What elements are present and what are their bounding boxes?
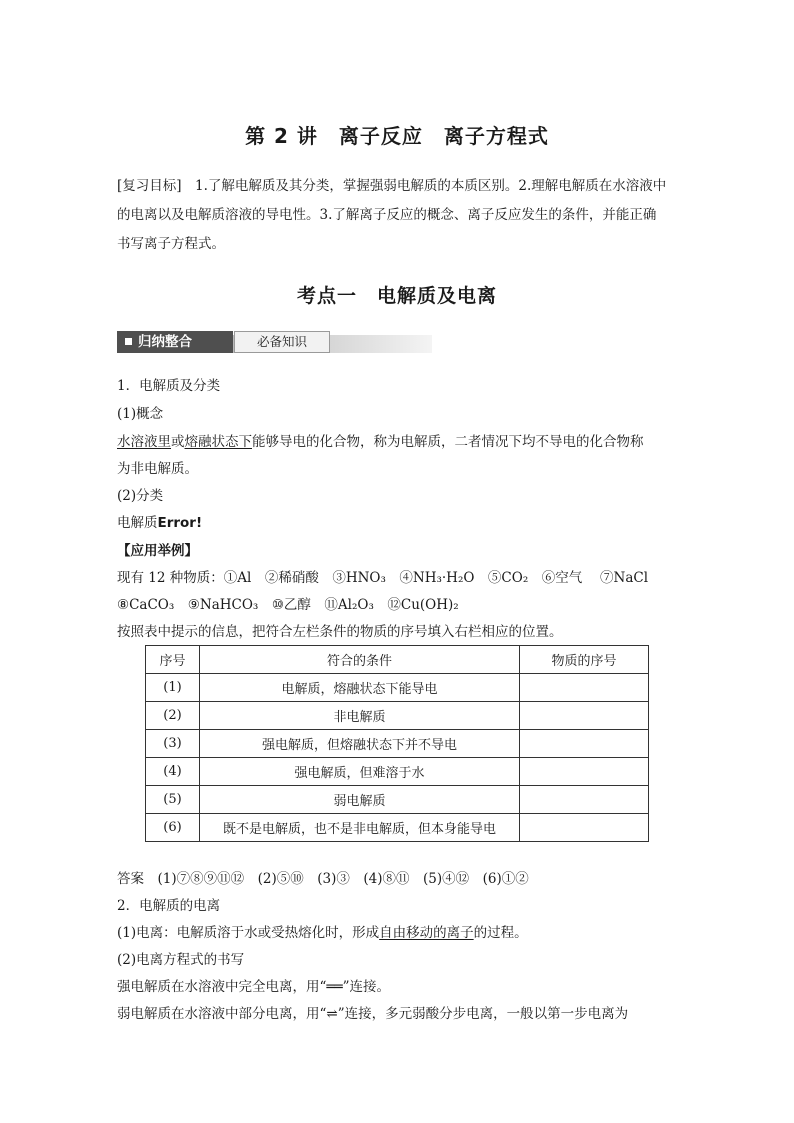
table-header: 物质的序号: [520, 646, 649, 674]
banner-right: 必备知识: [234, 331, 330, 353]
class-label: (2)分类: [117, 488, 164, 504]
review-line-1: [复习目标] 1.了解电解质及其分类，掌握强弱电解质的本质区别。2.理解电解质在水溶液中: [117, 178, 667, 194]
table-row: (1) 电解质，熔融状态下能导电: [146, 674, 649, 702]
table-row: (4) 强电解质，但难溶于水: [146, 758, 649, 786]
example-line-1: 现有 12 种物质：①Al ②稀硝酸 ③HNO₃ ④NH₃·H₂O ⑤CO₂ ⑥空气 ⑦NaCl: [117, 570, 649, 586]
table-row: (5) 弱电解质: [146, 786, 649, 814]
write-label: (2)电离方程式的书写: [117, 952, 245, 968]
concept-label: (1)概念: [117, 406, 164, 422]
square-bullet-icon: [125, 338, 132, 345]
ionization-line: (1)电离：电解质溶于水或受热熔化时，形成自由移动的离子的过程。: [117, 925, 528, 941]
table-row: (2) 非电解质: [146, 702, 649, 730]
review-line-3: 书写离子方程式。: [117, 236, 225, 252]
page-title: 第 2 讲 离子反应 离子方程式: [245, 124, 549, 148]
table-header-row: [146, 646, 649, 674]
conditions-table: [145, 645, 649, 842]
banner-left: 归纳整合: [117, 331, 233, 353]
review-line-2: 的电离以及电解质溶液的导电性。3.了解离子反应的概念、离子反应发生的条件，并能正确: [117, 207, 657, 223]
table-row: (3) 强电解质，但熔融状态下并不导电: [146, 730, 649, 758]
concept-line-1: 水溶液里或熔融状态下能够导电的化合物，称为电解质，二者情况下均不导电的化合物称: [117, 434, 644, 450]
review-objectives: [117, 172, 679, 259]
table-header: 序号: [146, 646, 200, 674]
class-line: 电解质Error!: [117, 515, 203, 531]
table-row: (6) 既不是电解质，也不是非电解质，但本身能导电: [146, 814, 649, 842]
example-instruction: 按照表中提示的信息，把符合左栏条件的物质的序号填入右栏相应的位置。: [117, 624, 563, 640]
example-label: 【应用举例】: [117, 543, 198, 559]
review-label: [复习目标]: [117, 178, 182, 194]
table-header: 符合的条件: [200, 646, 520, 674]
error-text: Error!: [157, 515, 203, 531]
answer-line: 答案 (1)⑦⑧⑨⑪⑫ (2)⑤⑩ (3)③ (4)⑧⑪ (5)④⑫ (6)①②: [117, 871, 529, 887]
strong-line: 强电解质在水溶液中完全电离，用“══”连接。: [117, 979, 391, 995]
weak-line: 弱电解质在水溶液中部分电离，用“⇌”连接，多元弱酸分步电离，一般以第一步电离为: [117, 1006, 629, 1022]
s2-heading: 2．电解质的电离: [117, 898, 221, 914]
section-title: 考点一 电解质及电离: [296, 285, 497, 307]
s1-heading: 1．电解质及分类: [117, 378, 221, 394]
example-line-2: ⑧CaCO₃ ⑨NaHCO₃ ⑩乙醇 ⑪Al₂O₃ ⑫Cu(OH)₂: [117, 597, 459, 613]
answer-label: 答案: [117, 871, 144, 887]
section-banner: [117, 331, 432, 355]
concept-line-2: 为非电解质。: [117, 461, 198, 477]
